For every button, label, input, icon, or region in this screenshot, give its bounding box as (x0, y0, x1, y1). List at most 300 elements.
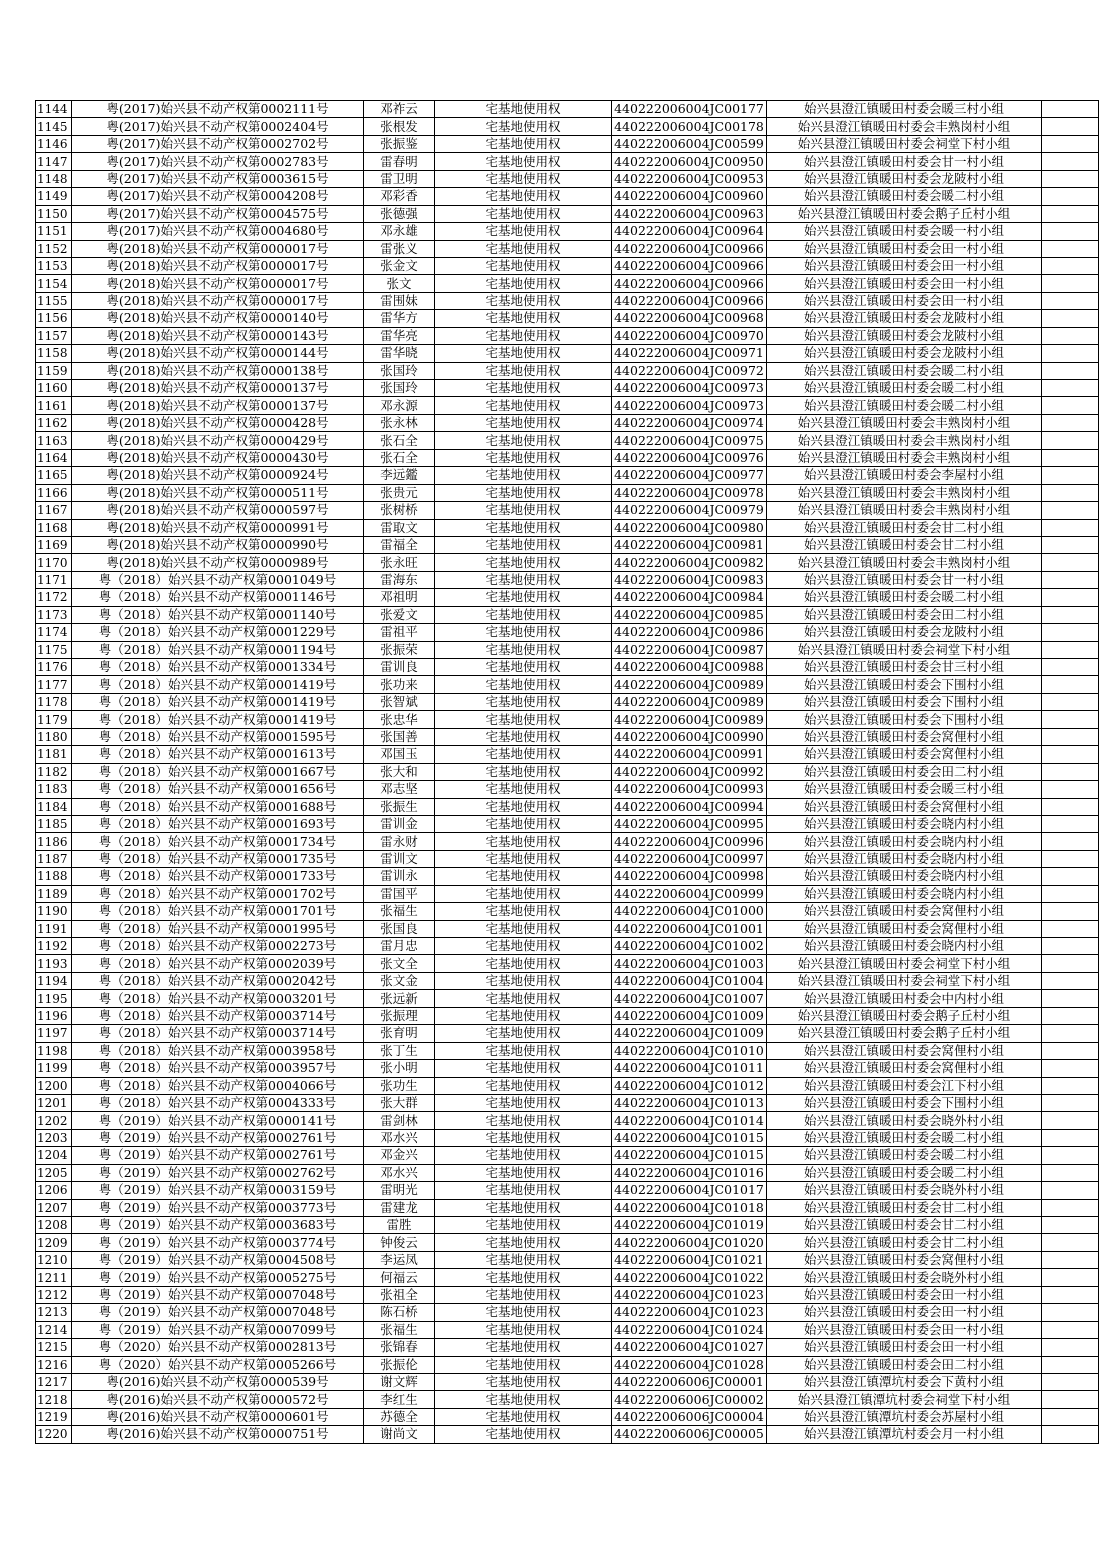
owner-name-cell: 雷剑林 (364, 1112, 435, 1129)
parcel-code-cell: 440222006004JC00995 (612, 815, 767, 832)
remarks-cell (1042, 380, 1099, 397)
certificate-number-cell: 粤(2018)始兴县不动产权第0000137号 (72, 397, 364, 414)
table-row (36, 990, 1099, 1007)
table-row (36, 519, 1099, 536)
owner-name-cell: 钟俊云 (364, 1234, 435, 1251)
row-number-cell: 1185 (36, 815, 72, 832)
remarks-cell (1042, 1199, 1099, 1216)
remarks-cell (1042, 519, 1099, 536)
right-type-cell: 宅基地使用权 (435, 432, 612, 449)
location-cell: 始兴县澄江镇暖田村委会田二村小组 (767, 1356, 1042, 1373)
table-row (36, 571, 1099, 588)
remarks-cell (1042, 345, 1099, 362)
remarks-cell (1042, 205, 1099, 222)
location-cell: 始兴县澄江镇暖田村委会田一村小组 (767, 292, 1042, 309)
table-row (36, 101, 1099, 118)
right-type-cell: 宅基地使用权 (435, 798, 612, 815)
right-type-cell: 宅基地使用权 (435, 240, 612, 257)
owner-name-cell: 雷祖平 (364, 624, 435, 641)
owner-name-cell: 张福生 (364, 903, 435, 920)
remarks-cell (1042, 432, 1099, 449)
row-number-cell: 1157 (36, 327, 72, 344)
remarks-cell (1042, 763, 1099, 780)
table-row (36, 746, 1099, 763)
remarks-cell (1042, 606, 1099, 623)
remarks-cell (1042, 1129, 1099, 1146)
certificate-number-cell: 粤（2018）始兴县不动产权第0001146号 (72, 589, 364, 606)
parcel-code-cell: 440222006004JC00987 (612, 641, 767, 658)
location-cell: 始兴县澄江镇暖田村委会甘二村小组 (767, 519, 1042, 536)
location-cell: 始兴县澄江镇暖田村委会田一村小组 (767, 1339, 1042, 1356)
certificate-number-cell: 粤(2017)始兴县不动产权第0002404号 (72, 118, 364, 135)
certificate-number-cell: 粤（2018）始兴县不动产权第0004066号 (72, 1077, 364, 1094)
location-cell: 始兴县澄江镇暖田村委会暖一村小组 (767, 223, 1042, 240)
table-row (36, 1217, 1099, 1234)
owner-name-cell: 邓国玉 (364, 746, 435, 763)
remarks-cell (1042, 1391, 1099, 1408)
table-row (36, 1182, 1099, 1199)
location-cell: 始兴县澄江镇暖田村委会下围村小组 (767, 693, 1042, 710)
right-type-cell: 宅基地使用权 (435, 1199, 612, 1216)
owner-name-cell: 陈石桥 (364, 1304, 435, 1321)
remarks-cell (1042, 1234, 1099, 1251)
certificate-number-cell: 粤（2018）始兴县不动产权第0001334号 (72, 659, 364, 676)
owner-name-cell: 雷福全 (364, 536, 435, 553)
owner-name-cell: 雷训金 (364, 815, 435, 832)
owner-name-cell: 雷训良 (364, 659, 435, 676)
table-row (36, 310, 1099, 327)
location-cell: 始兴县澄江镇暖田村委会甘一村小组 (767, 153, 1042, 170)
table-body (36, 101, 1099, 1444)
row-number-cell: 1166 (36, 484, 72, 501)
parcel-code-cell: 440222006004JC00971 (612, 345, 767, 362)
table-row (36, 223, 1099, 240)
owner-name-cell: 李红生 (364, 1391, 435, 1408)
location-cell: 始兴县澄江镇暖田村委会田一村小组 (767, 240, 1042, 257)
owner-name-cell: 张金文 (364, 257, 435, 274)
table-row (36, 1339, 1099, 1356)
certificate-number-cell: 粤(2016)始兴县不动产权第0000572号 (72, 1391, 364, 1408)
row-number-cell: 1220 (36, 1426, 72, 1443)
certificate-number-cell: 粤（2019）始兴县不动产权第0002761号 (72, 1147, 364, 1164)
certificate-number-cell: 粤(2018)始兴县不动产权第0000428号 (72, 414, 364, 431)
table-row (36, 1304, 1099, 1321)
owner-name-cell: 张文 (364, 275, 435, 292)
row-number-cell: 1144 (36, 101, 72, 118)
location-cell: 始兴县澄江镇暖田村委会窝俚村小组 (767, 728, 1042, 745)
owner-name-cell: 张树桥 (364, 502, 435, 519)
owner-name-cell: 雷国平 (364, 885, 435, 902)
right-type-cell: 宅基地使用权 (435, 484, 612, 501)
remarks-cell (1042, 798, 1099, 815)
row-number-cell: 1179 (36, 711, 72, 728)
table-row (36, 327, 1099, 344)
location-cell: 始兴县澄江镇暖田村委会暖二村小组 (767, 589, 1042, 606)
right-type-cell: 宅基地使用权 (435, 868, 612, 885)
row-number-cell: 1147 (36, 153, 72, 170)
remarks-cell (1042, 728, 1099, 745)
row-number-cell: 1197 (36, 1025, 72, 1042)
row-number-cell: 1187 (36, 850, 72, 867)
right-type-cell: 宅基地使用权 (435, 380, 612, 397)
remarks-cell (1042, 536, 1099, 553)
owner-name-cell: 张远新 (364, 990, 435, 1007)
row-number-cell: 1183 (36, 781, 72, 798)
table-row (36, 1112, 1099, 1129)
location-cell: 始兴县澄江镇暖田村委会丰熟岗村小组 (767, 554, 1042, 571)
row-number-cell: 1173 (36, 606, 72, 623)
remarks-cell (1042, 1042, 1099, 1059)
parcel-code-cell: 440222006004JC00178 (612, 118, 767, 135)
location-cell: 始兴县澄江镇暖田村委会窝俚村小组 (767, 1060, 1042, 1077)
location-cell: 始兴县澄江镇暖田村委会晓内村小组 (767, 885, 1042, 902)
parcel-code-cell: 440222006004JC00970 (612, 327, 767, 344)
parcel-code-cell: 440222006004JC00990 (612, 728, 767, 745)
right-type-cell: 宅基地使用权 (435, 1147, 612, 1164)
right-type-cell: 宅基地使用权 (435, 1182, 612, 1199)
parcel-code-cell: 440222006004JC01027 (612, 1339, 767, 1356)
row-number-cell: 1199 (36, 1060, 72, 1077)
remarks-cell (1042, 1373, 1099, 1390)
location-cell: 始兴县澄江镇暖田村委会龙陂村小组 (767, 310, 1042, 327)
location-cell: 始兴县澄江镇暖田村委会鹅子丘村小组 (767, 1025, 1042, 1042)
owner-name-cell: 雷张义 (364, 240, 435, 257)
right-type-cell: 宅基地使用权 (435, 205, 612, 222)
row-number-cell: 1175 (36, 641, 72, 658)
table-row (36, 1025, 1099, 1042)
remarks-cell (1042, 502, 1099, 519)
row-number-cell: 1195 (36, 990, 72, 1007)
row-number-cell: 1169 (36, 536, 72, 553)
right-type-cell: 宅基地使用权 (435, 1025, 612, 1042)
table-row (36, 153, 1099, 170)
right-type-cell: 宅基地使用权 (435, 1339, 612, 1356)
certificate-number-cell: 粤（2019）始兴县不动产权第0003773号 (72, 1199, 364, 1216)
remarks-cell (1042, 1007, 1099, 1024)
table-row (36, 170, 1099, 187)
row-number-cell: 1212 (36, 1286, 72, 1303)
owner-name-cell: 张爱文 (364, 606, 435, 623)
location-cell: 始兴县澄江镇暖田村委会龙陂村小组 (767, 327, 1042, 344)
remarks-cell (1042, 711, 1099, 728)
certificate-number-cell: 粤（2018）始兴县不动产权第0001995号 (72, 920, 364, 937)
right-type-cell: 宅基地使用权 (435, 1304, 612, 1321)
right-type-cell: 宅基地使用权 (435, 763, 612, 780)
table-row (36, 781, 1099, 798)
owner-name-cell: 张振伦 (364, 1356, 435, 1373)
owner-name-cell: 张永旺 (364, 554, 435, 571)
right-type-cell: 宅基地使用权 (435, 1408, 612, 1425)
parcel-code-cell: 440222006004JC01011 (612, 1060, 767, 1077)
row-number-cell: 1170 (36, 554, 72, 571)
table-row (36, 1060, 1099, 1077)
row-number-cell: 1215 (36, 1339, 72, 1356)
remarks-cell (1042, 833, 1099, 850)
parcel-code-cell: 440222006004JC00599 (612, 135, 767, 152)
right-type-cell: 宅基地使用权 (435, 310, 612, 327)
location-cell: 始兴县澄江镇暖田村委会李屋村小组 (767, 467, 1042, 484)
row-number-cell: 1176 (36, 659, 72, 676)
parcel-code-cell: 440222006004JC01023 (612, 1304, 767, 1321)
owner-name-cell: 谢文辉 (364, 1373, 435, 1390)
owner-name-cell: 张永林 (364, 414, 435, 431)
parcel-code-cell: 440222006006JC00001 (612, 1373, 767, 1390)
remarks-cell (1042, 101, 1099, 118)
certificate-number-cell: 粤(2018)始兴县不动产权第0000991号 (72, 519, 364, 536)
certificate-number-cell: 粤（2019）始兴县不动产权第0005275号 (72, 1269, 364, 1286)
remarks-cell (1042, 1182, 1099, 1199)
table-row (36, 833, 1099, 850)
owner-name-cell: 雷春明 (364, 153, 435, 170)
owner-name-cell: 张小明 (364, 1060, 435, 1077)
location-cell: 始兴县澄江镇暖田村委会下围村小组 (767, 1094, 1042, 1111)
right-type-cell: 宅基地使用权 (435, 833, 612, 850)
certificate-number-cell: 粤(2018)始兴县不动产权第0000137号 (72, 380, 364, 397)
parcel-code-cell: 440222006004JC00984 (612, 589, 767, 606)
right-type-cell: 宅基地使用权 (435, 676, 612, 693)
remarks-cell (1042, 1251, 1099, 1268)
certificate-number-cell: 粤(2018)始兴县不动产权第0000990号 (72, 536, 364, 553)
row-number-cell: 1194 (36, 972, 72, 989)
parcel-code-cell: 440222006004JC00966 (612, 257, 767, 274)
row-number-cell: 1146 (36, 135, 72, 152)
parcel-code-cell: 440222006004JC00953 (612, 170, 767, 187)
parcel-code-cell: 440222006004JC01019 (612, 1217, 767, 1234)
certificate-number-cell: 粤（2018）始兴县不动产权第0003201号 (72, 990, 364, 1007)
owner-name-cell: 张贵元 (364, 484, 435, 501)
table-row (36, 449, 1099, 466)
certificate-number-cell: 粤(2018)始兴县不动产权第0000430号 (72, 449, 364, 466)
location-cell: 始兴县澄江镇暖田村委会暖二村小组 (767, 1147, 1042, 1164)
table-row (36, 1147, 1099, 1164)
table-row (36, 205, 1099, 222)
certificate-number-cell: 粤(2017)始兴县不动产权第0003615号 (72, 170, 364, 187)
owner-name-cell: 张振鉴 (364, 135, 435, 152)
location-cell: 始兴县澄江镇暖田村委会暖二村小组 (767, 1164, 1042, 1181)
right-type-cell: 宅基地使用权 (435, 1286, 612, 1303)
location-cell: 始兴县澄江镇暖田村委会暖三村小组 (767, 781, 1042, 798)
location-cell: 始兴县澄江镇暖田村委会田一村小组 (767, 1304, 1042, 1321)
row-number-cell: 1186 (36, 833, 72, 850)
parcel-code-cell: 440222006004JC01000 (612, 903, 767, 920)
table-row (36, 1129, 1099, 1146)
right-type-cell: 宅基地使用权 (435, 1217, 612, 1234)
row-number-cell: 1206 (36, 1182, 72, 1199)
remarks-cell (1042, 1339, 1099, 1356)
parcel-code-cell: 440222006006JC00005 (612, 1426, 767, 1443)
certificate-number-cell: 粤(2018)始兴县不动产权第0000989号 (72, 554, 364, 571)
parcel-code-cell: 440222006004JC01028 (612, 1356, 767, 1373)
location-cell: 始兴县澄江镇暖田村委会田二村小组 (767, 763, 1042, 780)
row-number-cell: 1160 (36, 380, 72, 397)
certificate-number-cell: 粤（2018）始兴县不动产权第0001140号 (72, 606, 364, 623)
parcel-code-cell: 440222006004JC01021 (612, 1251, 767, 1268)
parcel-code-cell: 440222006004JC00989 (612, 711, 767, 728)
parcel-code-cell: 440222006004JC00992 (612, 763, 767, 780)
owner-name-cell: 雷明光 (364, 1182, 435, 1199)
location-cell: 始兴县澄江镇暖田村委会甘二村小组 (767, 1234, 1042, 1251)
certificate-number-cell: 粤（2019）始兴县不动产权第0003683号 (72, 1217, 364, 1234)
table-row (36, 972, 1099, 989)
certificate-number-cell: 粤(2016)始兴县不动产权第0000751号 (72, 1426, 364, 1443)
location-cell: 始兴县澄江镇暖田村委会祠堂下村小组 (767, 955, 1042, 972)
remarks-cell (1042, 484, 1099, 501)
parcel-code-cell: 440222006004JC01014 (612, 1112, 767, 1129)
location-cell: 始兴县澄江镇暖田村委会晓内村小组 (767, 815, 1042, 832)
row-number-cell: 1211 (36, 1269, 72, 1286)
right-type-cell: 宅基地使用权 (435, 1042, 612, 1059)
remarks-cell (1042, 1077, 1099, 1094)
owner-name-cell: 张智斌 (364, 693, 435, 710)
certificate-number-cell: 粤（2018）始兴县不动产权第0001419号 (72, 693, 364, 710)
certificate-number-cell: 粤(2017)始兴县不动产权第0002783号 (72, 153, 364, 170)
certificate-number-cell: 粤(2018)始兴县不动产权第0000138号 (72, 362, 364, 379)
table-row (36, 885, 1099, 902)
parcel-code-cell: 440222006004JC00994 (612, 798, 767, 815)
table-row (36, 118, 1099, 135)
certificate-number-cell: 粤（2018）始兴县不动产权第0001735号 (72, 850, 364, 867)
parcel-code-cell: 440222006004JC01015 (612, 1147, 767, 1164)
location-cell: 始兴县澄江镇暖田村委会暖二村小组 (767, 397, 1042, 414)
remarks-cell (1042, 327, 1099, 344)
parcel-code-cell: 440222006004JC00972 (612, 362, 767, 379)
row-number-cell: 1202 (36, 1112, 72, 1129)
remarks-cell (1042, 1025, 1099, 1042)
location-cell: 始兴县澄江镇暖田村委会甘二村小组 (767, 1217, 1042, 1234)
remarks-cell (1042, 1094, 1099, 1111)
table-row (36, 1251, 1099, 1268)
table-row (36, 362, 1099, 379)
owner-name-cell: 雷华方 (364, 310, 435, 327)
row-number-cell: 1192 (36, 938, 72, 955)
right-type-cell: 宅基地使用权 (435, 1112, 612, 1129)
location-cell: 始兴县澄江镇暖田村委会祠堂下村小组 (767, 641, 1042, 658)
location-cell: 始兴县澄江镇暖田村委会窝俚村小组 (767, 920, 1042, 937)
table-row (36, 711, 1099, 728)
location-cell: 始兴县澄江镇暖田村委会晓外村小组 (767, 1112, 1042, 1129)
table-row (36, 467, 1099, 484)
parcel-code-cell: 440222006004JC01013 (612, 1094, 767, 1111)
parcel-code-cell: 440222006004JC01016 (612, 1164, 767, 1181)
location-cell: 始兴县澄江镇暖田村委会龙陂村小组 (767, 170, 1042, 187)
certificate-number-cell: 粤（2018）始兴县不动产权第0003714号 (72, 1025, 364, 1042)
row-number-cell: 1172 (36, 589, 72, 606)
remarks-cell (1042, 1217, 1099, 1234)
remarks-cell (1042, 972, 1099, 989)
right-type-cell: 宅基地使用权 (435, 1007, 612, 1024)
location-cell: 始兴县澄江镇暖田村委会下围村小组 (767, 676, 1042, 693)
owner-name-cell: 邓祚云 (364, 101, 435, 118)
right-type-cell: 宅基地使用权 (435, 223, 612, 240)
remarks-cell (1042, 693, 1099, 710)
remarks-cell (1042, 362, 1099, 379)
owner-name-cell: 邓永雄 (364, 223, 435, 240)
right-type-cell: 宅基地使用权 (435, 885, 612, 902)
row-number-cell: 1216 (36, 1356, 72, 1373)
certificate-number-cell: 粤（2018）始兴县不动产权第0001595号 (72, 728, 364, 745)
row-number-cell: 1149 (36, 188, 72, 205)
remarks-cell (1042, 746, 1099, 763)
right-type-cell: 宅基地使用权 (435, 362, 612, 379)
row-number-cell: 1181 (36, 746, 72, 763)
certificate-number-cell: 粤（2019）始兴县不动产权第0003774号 (72, 1234, 364, 1251)
remarks-cell (1042, 920, 1099, 937)
location-cell: 始兴县澄江镇暖田村委会暖二村小组 (767, 1129, 1042, 1146)
table-row (36, 850, 1099, 867)
certificate-number-cell: 粤（2018）始兴县不动产权第0001229号 (72, 624, 364, 641)
parcel-code-cell: 440222006004JC01024 (612, 1321, 767, 1338)
row-number-cell: 1154 (36, 275, 72, 292)
row-number-cell: 1190 (36, 903, 72, 920)
location-cell: 始兴县澄江镇暖田村委会龙陂村小组 (767, 624, 1042, 641)
right-type-cell: 宅基地使用权 (435, 449, 612, 466)
right-type-cell: 宅基地使用权 (435, 955, 612, 972)
owner-name-cell: 雷训文 (364, 850, 435, 867)
owner-name-cell: 张忠华 (364, 711, 435, 728)
right-type-cell: 宅基地使用权 (435, 502, 612, 519)
table-row (36, 1042, 1099, 1059)
right-type-cell: 宅基地使用权 (435, 606, 612, 623)
remarks-cell (1042, 781, 1099, 798)
right-type-cell: 宅基地使用权 (435, 1077, 612, 1094)
right-type-cell: 宅基地使用权 (435, 693, 612, 710)
right-type-cell: 宅基地使用权 (435, 292, 612, 309)
owner-name-cell: 张国玲 (364, 380, 435, 397)
owner-name-cell: 何福云 (364, 1269, 435, 1286)
owner-name-cell: 邓彩香 (364, 188, 435, 205)
owner-name-cell: 张振荣 (364, 641, 435, 658)
table-row (36, 1199, 1099, 1216)
certificate-number-cell: 粤（2018）始兴县不动产权第0002039号 (72, 955, 364, 972)
remarks-cell (1042, 1321, 1099, 1338)
location-cell: 始兴县澄江镇暖田村委会鹅子丘村小组 (767, 205, 1042, 222)
location-cell: 始兴县澄江镇暖田村委会田一村小组 (767, 1286, 1042, 1303)
parcel-code-cell: 440222006004JC00983 (612, 571, 767, 588)
right-type-cell: 宅基地使用权 (435, 624, 612, 641)
certificate-number-cell: 粤(2018)始兴县不动产权第0000017号 (72, 292, 364, 309)
remarks-cell (1042, 955, 1099, 972)
row-number-cell: 1196 (36, 1007, 72, 1024)
right-type-cell: 宅基地使用权 (435, 188, 612, 205)
owner-name-cell: 雷训永 (364, 868, 435, 885)
owner-name-cell: 雷建龙 (364, 1199, 435, 1216)
location-cell: 始兴县澄江镇暖田村委会窝俚村小组 (767, 903, 1042, 920)
location-cell: 始兴县澄江镇暖田村委会晓外村小组 (767, 1269, 1042, 1286)
certificate-number-cell: 粤（2018）始兴县不动产权第0001419号 (72, 711, 364, 728)
owner-name-cell: 张丁生 (364, 1042, 435, 1059)
remarks-cell (1042, 641, 1099, 658)
remarks-cell (1042, 815, 1099, 832)
remarks-cell (1042, 676, 1099, 693)
owner-name-cell: 苏德全 (364, 1408, 435, 1425)
certificate-number-cell: 粤（2018）始兴县不动产权第0001701号 (72, 903, 364, 920)
owner-name-cell: 张国玲 (364, 362, 435, 379)
location-cell: 始兴县澄江镇暖田村委会晓内村小组 (767, 833, 1042, 850)
parcel-code-cell: 440222006004JC00976 (612, 449, 767, 466)
parcel-code-cell: 440222006004JC00993 (612, 781, 767, 798)
row-number-cell: 1189 (36, 885, 72, 902)
location-cell: 始兴县澄江镇暖田村委会下围村小组 (767, 711, 1042, 728)
table-row (36, 380, 1099, 397)
location-cell: 始兴县澄江镇暖田村委会丰熟岗村小组 (767, 414, 1042, 431)
parcel-code-cell: 440222006004JC01009 (612, 1007, 767, 1024)
right-type-cell: 宅基地使用权 (435, 275, 612, 292)
remarks-cell (1042, 397, 1099, 414)
remarks-cell (1042, 135, 1099, 152)
right-type-cell: 宅基地使用权 (435, 589, 612, 606)
right-type-cell: 宅基地使用权 (435, 1129, 612, 1146)
certificate-number-cell: 粤（2018）始兴县不动产权第0001419号 (72, 676, 364, 693)
